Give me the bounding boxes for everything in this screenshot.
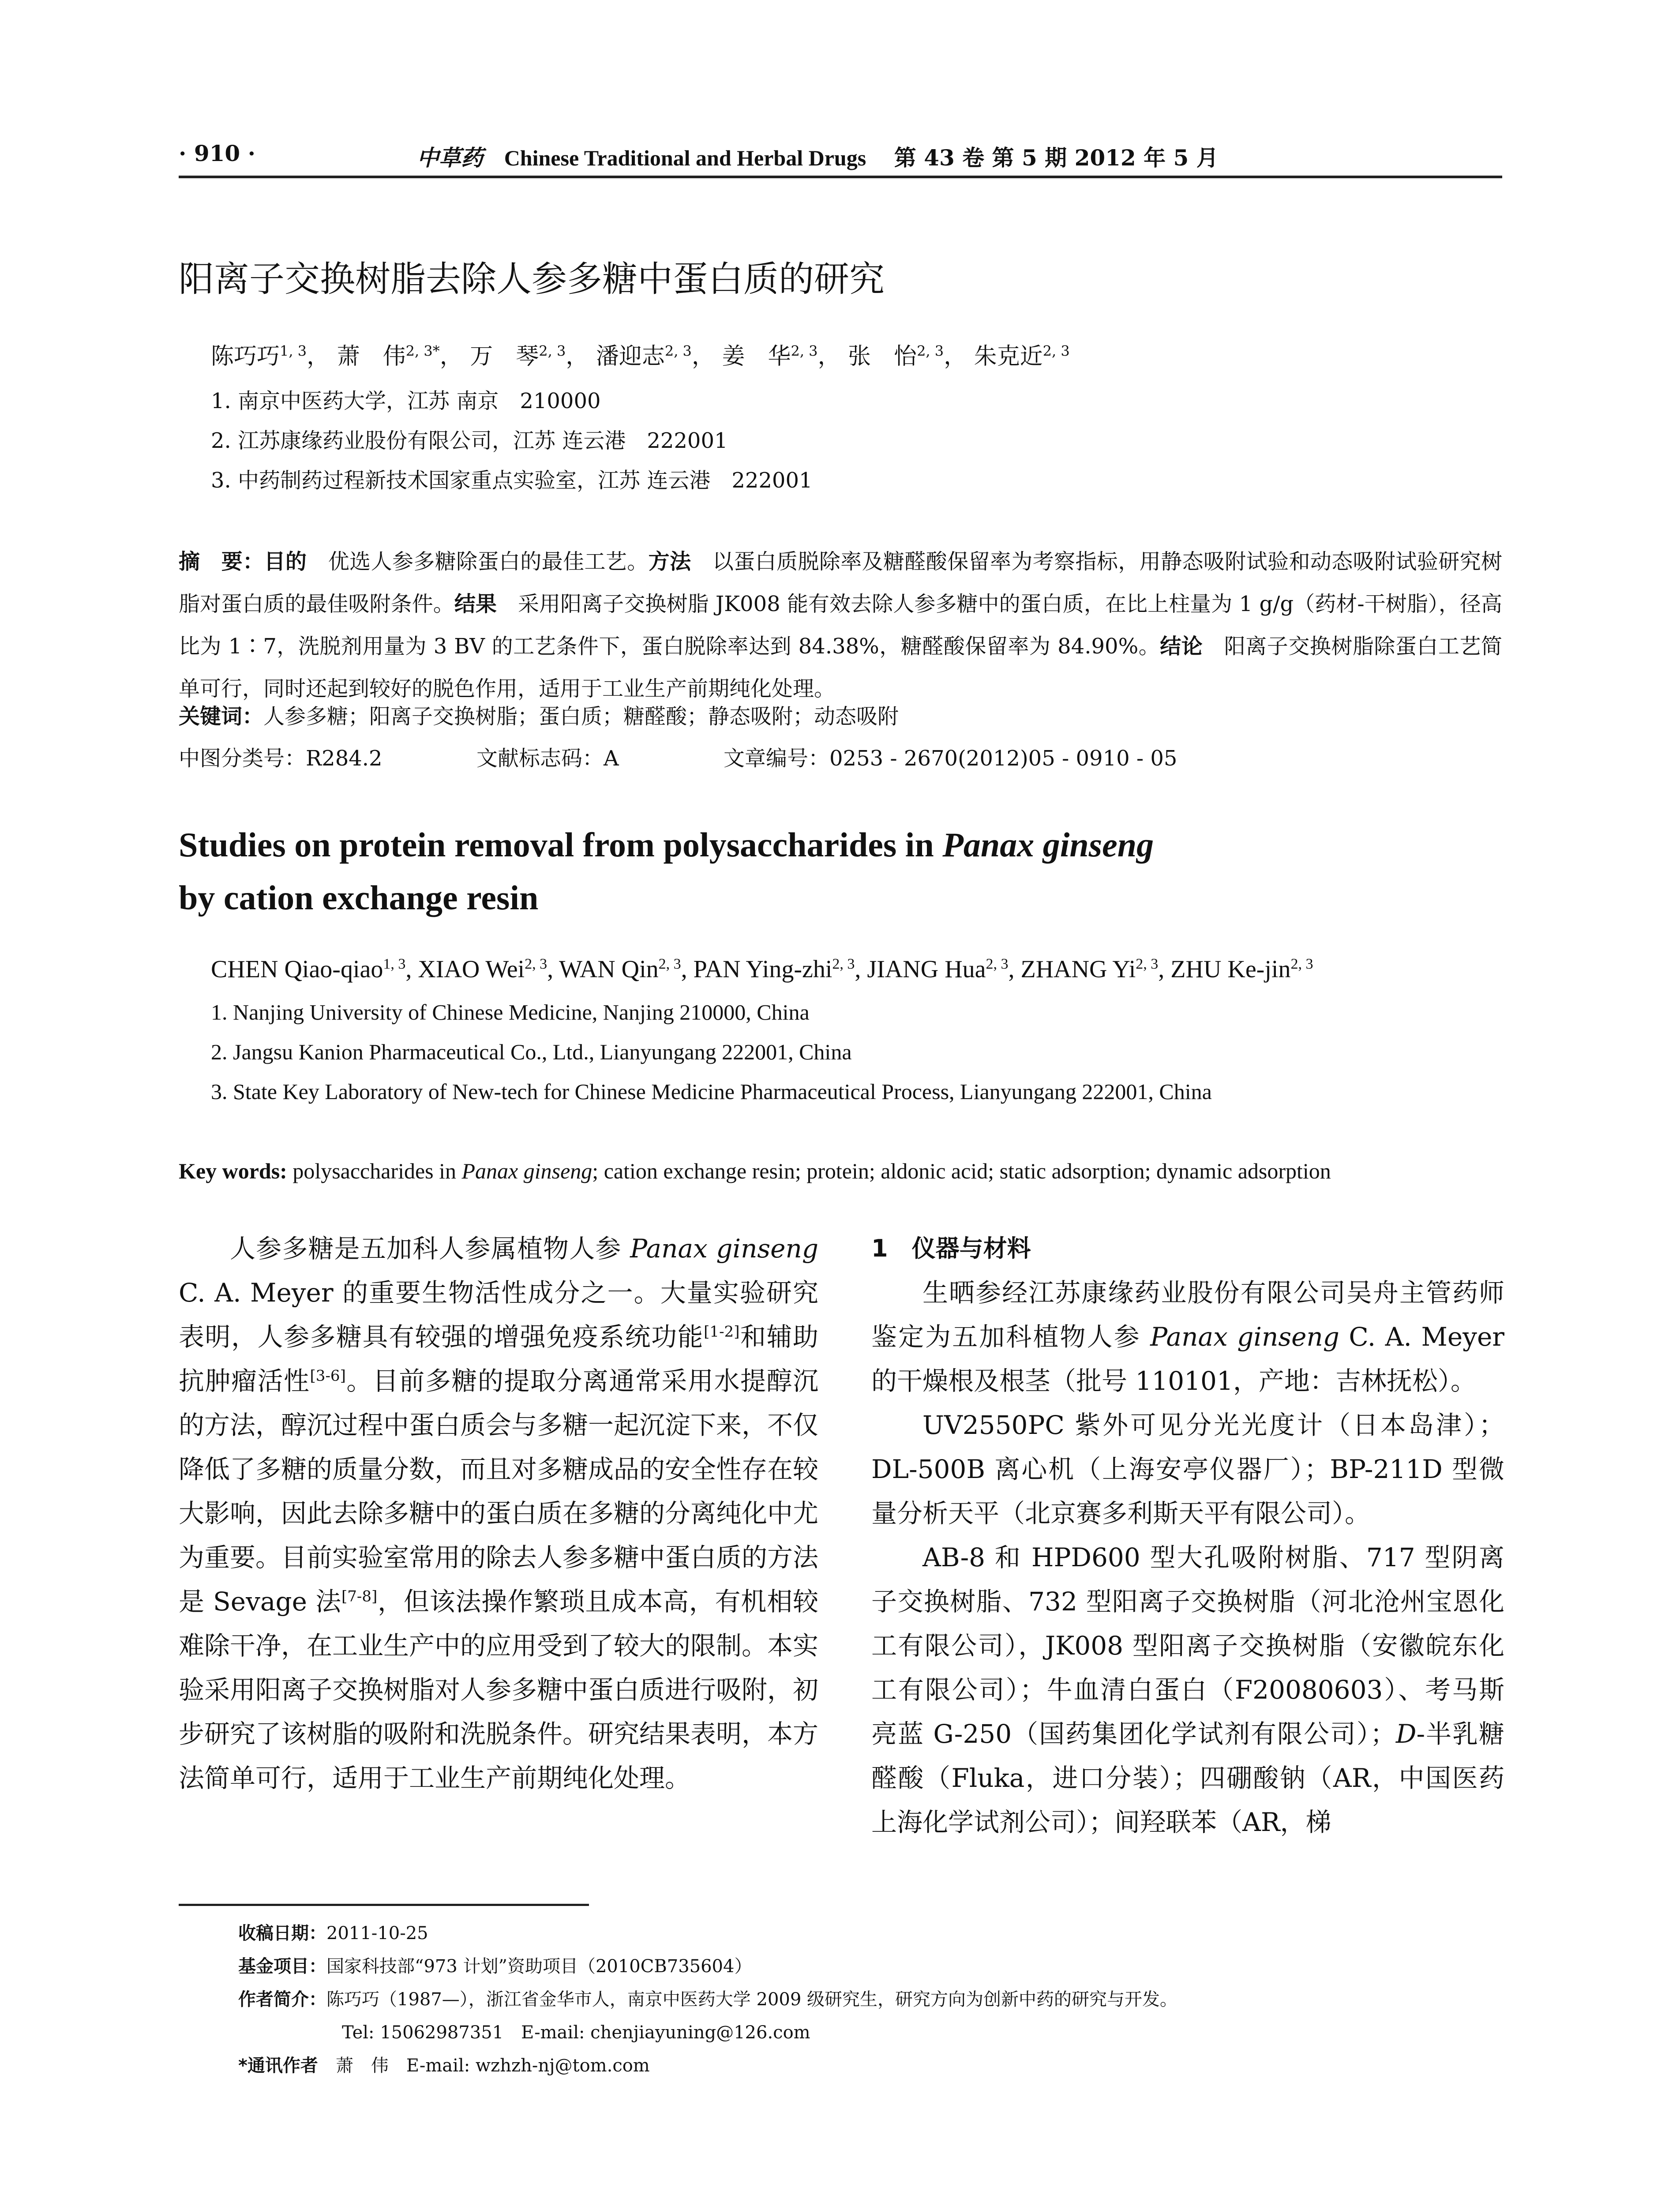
keywords-en-text: ; cation exchange resin; protein; aldonic acid; static adsorption; dynamic adsorption: [592, 1159, 1331, 1183]
citation: [1-2]: [704, 1323, 740, 1341]
method-text: 以蛋白质脱除率及糖醛酸保留率为考察指标，用静态吸附试验和动态吸附试验研究树脂对蛋白质的最佳吸附条件。: [179, 549, 1502, 616]
author-name: 张 怡: [848, 343, 917, 370]
doc-label: 文献标志码：: [476, 746, 604, 771]
author-list-cn: 陈巧巧$^{1, 3}$， 萧 伟$^{2, 3*}$， 万 琴$^{2, 3}$， 潘迎志$^{2, 3}$， 姜 华$^{2, 3}$， 张 怡$^{2, 3}$， 朱克近$^{2, 3}$: [211, 342, 1070, 370]
footnote-label: 基金项目：: [238, 1956, 326, 1977]
author-affiliation-mark: 1, 3: [280, 342, 307, 360]
footnote-label: 收稿日期：: [238, 1923, 326, 1943]
body-text: 。目前多糖的提取分离通常采用水提醇沉的方法，醇沉过程中蛋白质会与多糖一起沉淀下来，不仅降低了多糖的质量分数，而且对多糖成品的安全性存在较大影响，因此去除多糖中的蛋白质在多糖的分离纯化中尤为重要。目前实验室常用的除去人参多糖中蛋白质的方法是 Sevage 法: [179, 1366, 819, 1617]
paper-title-cn: 阳离子交换树脂去除人参多糖中蛋白质的研究: [179, 259, 885, 300]
author-list-en: CHEN Qiao-qiao$^{1, 3}$, XIAO Wei$^{2, 3}$, WAN Qin$^{2, 3}$, PAN Ying-zhi$^{2, 3}$, JIANG Hua$^{2, 3}$, ZHANG Yi$^{2, 3}$, ZHU Ke-jin$^{2, 3}$: [211, 956, 1313, 983]
author-name: WAN Qin: [559, 956, 659, 983]
footnote-text: 2011-10-25: [326, 1923, 428, 1943]
footnote-received: [238, 1919, 428, 1944]
author-name: 姜 华: [722, 343, 791, 370]
keywords-en-species: Panax ginseng: [461, 1159, 592, 1183]
affiliation-en-1: 1. Nanjing University of Chinese Medicine, Nanjing 210000, China: [211, 1000, 810, 1024]
keywords-label: 关键词：: [179, 704, 264, 729]
author-name: XIAO Wei: [418, 956, 525, 983]
header-divider: [179, 176, 1502, 178]
keywords-text: 人参多糖；阳离子交换树脂；蛋白质；糖醛酸；静态吸附；动态吸附: [263, 704, 899, 729]
abstract-cn: [179, 540, 1502, 710]
footnote-author: [238, 1985, 1178, 2011]
author-name: 陈巧巧: [211, 343, 280, 370]
section-heading: 1 仪器与材料: [871, 1234, 1031, 1262]
body-text: -半乳糖醛酸（Fluka，进口分装）；四硼酸钠（AR，中国医药上海化学试剂公司）；间羟联苯（AR，梯: [871, 1719, 1504, 1837]
title-line-1: [179, 818, 1154, 871]
footnote-fund: [238, 1952, 752, 1977]
method-label: 方法: [648, 549, 691, 574]
author-affiliation-mark: 2, 3: [917, 342, 944, 360]
italic-prefix: D: [1395, 1719, 1417, 1749]
results-text: 采用阳离子交换树脂 JK008 能有效去除人参多糖中的蛋白质，在比上柱量为 1 g/g（药材-干树脂），径高比为 1∶7，洗脱剂用量为 3 BV 的工艺条件下，蛋白脱除率达到 84.38%，糖醛酸保留率为 84.90%。: [179, 592, 1502, 659]
body-text: C. A. Meyer 的重要生物活性成分之一。大量实验研究表明，人参多糖具有较强的增强免疫系统功能: [179, 1278, 818, 1352]
author-affiliation-mark: 2, 3: [986, 956, 1009, 972]
article-number: [724, 741, 1177, 772]
title-line-2: by cation exchange resin: [179, 878, 539, 917]
species-name: Panax ginseng: [630, 1234, 818, 1264]
clc-label: 中图分类号：: [179, 746, 306, 771]
footnote-corresponding: [238, 2052, 650, 2077]
materials-paragraph-3: [871, 1535, 1504, 1844]
body-text: 人参多糖是五加科人参属植物人参: [230, 1234, 630, 1264]
author-name: 朱克近: [974, 343, 1043, 370]
body-text: C. A. Meyer 的干燥根及根茎（批号 110101，产地：吉林抚松）。: [871, 1322, 1504, 1396]
document-code: [476, 741, 619, 772]
keywords-cn: [179, 699, 899, 730]
author-affiliation-mark: 2, 3: [1136, 956, 1159, 972]
author-affiliation-mark: 2, 3: [539, 342, 566, 360]
affiliation-en-3: 3. State Key Laboratory of New-tech for Chinese Medicine Pharmaceutical Process, Lianyungang 222001, China: [211, 1079, 1212, 1104]
author-affiliation-mark: 1, 3: [383, 956, 406, 972]
author-affiliation-mark: 2, 3: [1042, 342, 1070, 360]
author-affiliation-mark: 2, 3*: [405, 342, 440, 360]
clc-number: [179, 741, 382, 772]
journal-line: [417, 140, 1219, 172]
author-name: JIANG Hua: [867, 956, 986, 983]
journal-logo-cn: 中草药: [417, 145, 483, 171]
author-affiliation-mark: 2, 3: [664, 342, 692, 360]
author-name: CHEN Qiao-qiao: [211, 956, 383, 983]
body-text: 生晒参经江苏康缘药业股份有限公司吴舟主管药师鉴定为五加科植物人参: [871, 1278, 1504, 1352]
conclusion-text: 阳离子交换树脂除蛋白工艺简单可行，同时还起到较好的脱色作用，适用于工业生产前期纯化处理。: [179, 634, 1502, 701]
body-text: ，但该法操作繁琐且成本高，有机相较难除干净，在工业生产中的应用受到了较大的限制。本实验采用阳离子交换树脂对人参多糖中蛋白质进行吸附，初步研究了该树脂的吸附和洗脱条件。研究结果表明，本方法简单可行，适用于工业生产前期纯化处理。: [179, 1587, 819, 1793]
title-text: Studies on protein removal from polysaccharides in: [179, 825, 943, 864]
running-header: [179, 140, 1502, 180]
affiliation-cn-3: 3. 中药制药过程新技术国家重点实验室，江苏 连云港 222001: [211, 468, 813, 493]
species-name: Panax ginseng: [1150, 1322, 1339, 1352]
paper-title-en: [179, 818, 1154, 924]
author-name: ZHANG Yi: [1020, 956, 1136, 983]
citation: [7-8]: [341, 1587, 378, 1606]
materials-paragraph-2: UV2550PC 紫外可见分光光度计（日本岛津）；DL-500B 离心机（上海安亭仪器厂）；BP-211D 型微量分析天平（北京赛多利斯天平有限公司）。: [871, 1410, 1504, 1528]
author-name: 潘迎志: [596, 343, 665, 370]
body-column-right: [871, 1227, 1504, 1844]
footnote-contact: Tel: 15062987351 E-mail: chenjiayuning@126.com: [342, 2022, 810, 2043]
materials-paragraph-1: [871, 1271, 1504, 1403]
page-number: · 910 ·: [179, 140, 255, 166]
volume-issue: 第 43 卷 第 5 期 2012 年 5 月: [894, 145, 1219, 171]
footnote-text: 国家科技部“973 计划”资助项目（2010CB735604）: [326, 1956, 752, 1977]
author-name: 万 琴: [470, 343, 539, 370]
doc-value: A: [604, 746, 619, 771]
author-affiliation-mark: 2, 3: [1290, 956, 1313, 972]
author-affiliation-mark: 2, 3: [791, 342, 818, 360]
body-text: AB-8 和 HPD600 型大孔吸附树脂、717 型阴离子交换树脂、732 型阳离子交换树脂（河北沧州宝恩化工有限公司），JK008 型阳离子交换树脂（安徽皖东化工有限公司）；牛血清白蛋白（F20080603）、考马斯亮蓝 G-250（国药集团化学试剂有限公司）；: [871, 1542, 1504, 1749]
article-label: 文章编号：: [724, 746, 830, 771]
author-name: PAN Ying-zhi: [693, 956, 832, 983]
article-value: 0253 - 2670(2012)05 - 0910 - 05: [829, 746, 1178, 771]
conclusion-label: 结论: [1160, 634, 1203, 659]
intro-paragraph: [179, 1227, 818, 1800]
affiliation-cn-2: 2. 江苏康缘药业股份有限公司，江苏 连云港 222001: [211, 428, 728, 453]
body-column-left: [179, 1227, 818, 1800]
author-affiliation-mark: 2, 3: [832, 956, 855, 972]
abstract-label: 摘 要：: [179, 549, 264, 574]
author-name: ZHU Ke-jin: [1170, 956, 1291, 983]
footnote-text: 陈巧巧（1987—），浙江省金华市人，南京中医药大学 2009 级研究生，研究方向为创新中药的研究与开发。: [326, 1989, 1178, 2010]
keywords-en: [179, 1158, 1331, 1184]
journal-name-en: Chinese Traditional and Herbal Drugs: [504, 146, 866, 170]
author-affiliation-mark: 2, 3: [525, 956, 548, 972]
affiliation-en-2: 2. Jangsu Kanion Pharmaceutical Co., Ltd., Lianyungang 222001, China: [211, 1039, 852, 1064]
author-name: 萧 伟: [337, 343, 406, 370]
affiliation-cn-1: 1. 南京中医药大学，江苏 南京 210000: [211, 389, 601, 413]
results-label: 结果: [454, 592, 497, 616]
keywords-en-text: polysaccharides in: [287, 1159, 462, 1183]
citation: [3-6]: [310, 1367, 346, 1385]
footnote-label: 作者简介：: [238, 1989, 326, 2010]
keywords-en-label: Key words:: [179, 1159, 287, 1183]
objective-text: 优选人参多糖除蛋白的最佳工艺。: [328, 549, 649, 574]
body-text: 和辅助抗肿瘤活性: [179, 1322, 818, 1396]
footnote-text: 萧 伟 E-mail: wzhzh-nj@tom.com: [318, 2056, 650, 2076]
footnote-divider: [179, 1904, 589, 1906]
title-species: Panax ginseng: [942, 825, 1154, 864]
footnote-label: *通讯作者: [238, 2056, 318, 2076]
author-affiliation-mark: 2, 3: [658, 956, 681, 972]
clc-value: R284.2: [306, 746, 382, 771]
objective-label: 目的: [264, 549, 307, 574]
